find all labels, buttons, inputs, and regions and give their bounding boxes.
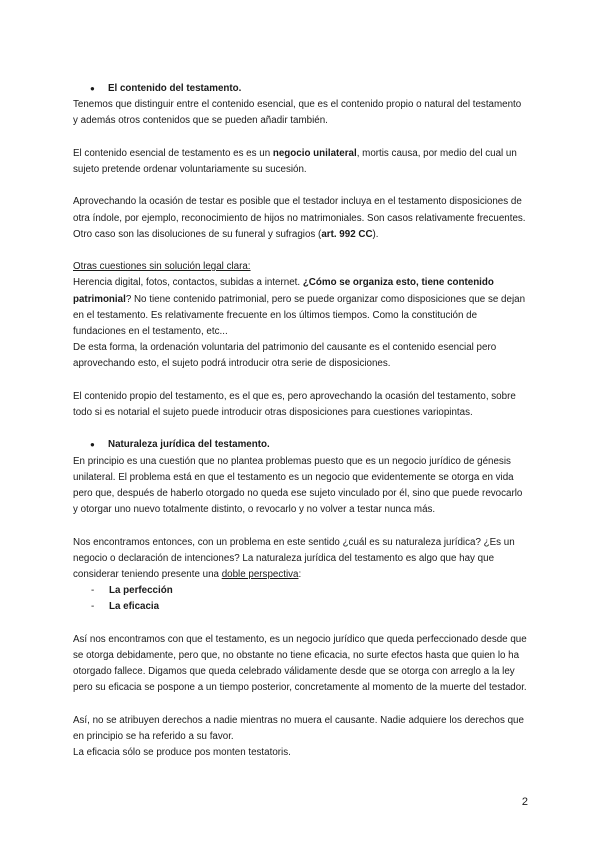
paragraph: Tenemos que distinguir entre el contenido esencial, que es el contenido propio o natural del testamento y además otros contenidos que se pueden añadir también. <box>73 99 522 127</box>
paragraph: La eficacia sólo se produce pos monten testatoris. <box>73 747 291 759</box>
paragraph <box>73 194 528 243</box>
text-span: Herencia digital, fotos, contactos, subidas a internet. <box>73 277 303 289</box>
bullet-icon: ● <box>90 84 95 93</box>
text-span: Nos encontramos entonces, con un problema en este sentido ¿cuál es su naturaleza jurídica? ¿Es un negocio o declaración de intenciones? La naturaleza jurídica del testamento es algo que hay que considerar teniendo presente una <box>73 536 515 580</box>
text-span: Aprovechando la ocasión de testar es posible que el testador incluya en el testamento disposiciones de otra índole, por ejemplo, reconocimiento de hijos no matrimoniales. Son casos relativamente frecuentes. Otro caso son las disoluciones de su funeral y sufragios ( <box>73 196 526 240</box>
page-number: 2 <box>521 796 528 808</box>
bold-term: art. 992 CC <box>321 228 373 240</box>
subheading: Otras cuestiones sin solución legal clara: <box>73 261 251 273</box>
section-heading-contenido <box>73 81 528 97</box>
section-heading-text: El contenido del testamento. <box>108 83 242 94</box>
list-item-text: La perfección <box>109 585 173 597</box>
text-span: , mortis causa, por medio del cual un sujeto pretende ordenar voluntariamente su sucesión. <box>73 147 517 175</box>
paragraph: Así nos encontramos con que el testamento, es un negocio jurídico que queda perfeccionado desde que se otorga debidamente, pero que, no obstante no tiene eficacia, no surte efectos hasta que quien lo ha otorgado fallece. Digamos que queda celebrado válidamente desde que se otorga con arreglo a la ley pero su eficacia se pospone a un tiempo posterior, concretamente al momento de la muerte del testador. <box>73 633 527 694</box>
paragraph: En principio es una cuestión que no plantea problemas puesto que es un negocio jurídico de génesis unilateral. El problema está en que el testamento es un negocio que evidentemente se otorga en vida pero que, después de haberlo otorgado no queda ese sujeto vinculado por él, sino que puede revocarlo y otorgar uno nuevo totalmente distinto, o revocarlo y no volver a testar nunca más. <box>73 455 523 516</box>
bullet-icon: ● <box>90 440 95 450</box>
bold-term: ¿Cómo se organiza esto, tiene contenido patrimonial <box>73 277 494 305</box>
paragraph: De esta forma, la ordenación voluntaria del patrimonio del causante es el contenido esencial pero aprovechando esto, el sujeto podrá introducir otra serie de disposiciones. <box>73 342 497 370</box>
section-heading-naturaleza <box>73 437 528 453</box>
text-span: ). <box>372 228 379 240</box>
paragraph: Así, no se atribuyen derechos a nadie mientras no muera el causante. Nadie adquiere los derechos que en principio se ha referido a su favor. <box>73 714 524 742</box>
text-span: ? No tiene contenido patrimonial, pero se puede organizar como disposiciones que se dejan en el testamento. Es relativamente frecuente en los últimos tiempos. Como la constitución de fundaciones en el testamento, etc... <box>73 293 526 337</box>
text-span: El contenido esencial de testamento es es un <box>73 147 273 159</box>
list-item: - La perfección <box>73 583 528 599</box>
list-item: - La eficacia <box>73 599 528 615</box>
section-heading-text: Naturaleza jurídica del testamento. <box>108 439 270 451</box>
list-item-text: La eficacia <box>109 601 160 613</box>
underlined-term: doble perspectiva <box>221 569 299 580</box>
document-page <box>73 81 528 761</box>
paragraph <box>73 535 528 584</box>
bold-term: negocio unilateral <box>272 147 357 159</box>
text-span: : <box>298 569 302 580</box>
paragraph: El contenido propio del testamento, es el que es, pero aprovechando la ocasión del testamento, sobre todo si es notarial el sujeto puede introducir otras disposiciones para cuestiones variopintas. <box>73 390 516 418</box>
paragraph <box>73 275 528 340</box>
paragraph <box>73 146 528 178</box>
